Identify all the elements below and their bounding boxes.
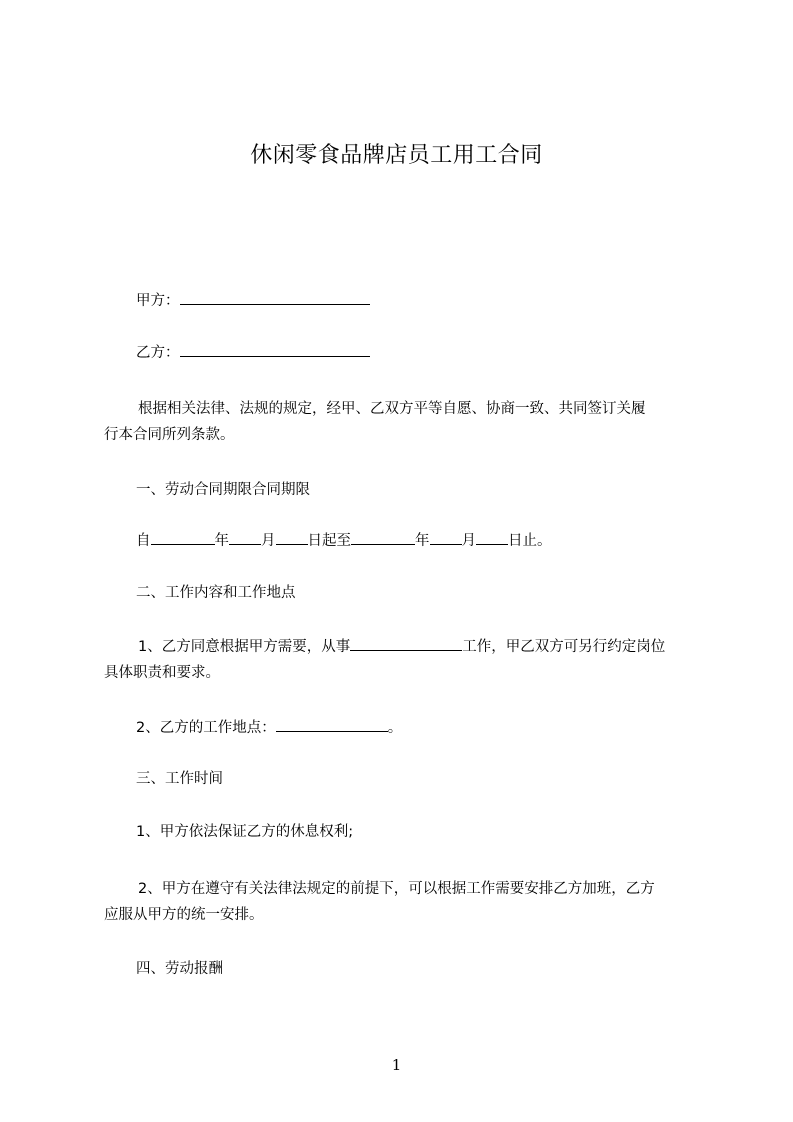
term-month-1: 月	[261, 533, 276, 549]
intro-line-1: 根据相关法律、法规的规定，经甲、乙双方平等自愿、协商一致、共同签订关履	[138, 401, 646, 417]
term-day-2: 日止。	[508, 533, 552, 549]
document-title: 休闲零食品牌店员工用工合同	[250, 143, 543, 168]
clause-3-2	[104, 876, 714, 928]
party-a-label: 甲方：	[136, 293, 180, 309]
intro-line-2: 行本合同所列条款。	[104, 427, 235, 443]
clause-2-1-line-2: 具体职责和要求。	[104, 665, 220, 681]
clause-2-2-prefix: 2、乙方的工作地点：	[136, 720, 276, 736]
term-year-2: 年	[415, 533, 430, 549]
work-location-blank	[276, 716, 388, 732]
party-b-blank	[180, 341, 370, 357]
page-number: 1	[391, 1056, 402, 1074]
term-month-2: 月	[461, 533, 476, 549]
clause-2-1	[104, 634, 714, 686]
term-from: 自	[136, 533, 151, 549]
section-2-heading: 二、工作内容和工作地点	[136, 585, 296, 601]
job-title-blank	[350, 635, 462, 651]
term-end-year-blank	[351, 529, 415, 545]
term-day-1: 日起至	[307, 533, 351, 549]
section-4-heading: 四、劳动报酬	[136, 961, 223, 977]
clause-2-2-suffix: 。	[387, 720, 403, 736]
term-start-month-blank	[229, 529, 261, 545]
party-b-line	[104, 341, 746, 365]
clause-3-1: 1、甲方依法保证乙方的休息权利;	[136, 824, 354, 840]
term-start-year-blank	[151, 529, 215, 545]
term-start-day-blank	[276, 529, 308, 545]
term-year-1: 年	[214, 533, 229, 549]
clause-3-2-line-2: 应服从甲方的统一安排。	[104, 907, 264, 923]
section-1-heading: 一、劳动合同期限合同期限	[136, 482, 310, 498]
party-a-blank	[180, 289, 370, 305]
party-a-line	[104, 289, 746, 313]
clause-2-1-prefix: 1、乙方同意根据甲方需要，从事	[138, 639, 351, 655]
clause-2-1-suffix: 工作，甲乙双方可另行约定岗位	[462, 639, 666, 655]
section-3-heading: 三、工作时间	[136, 771, 223, 787]
contract-term-line	[104, 529, 746, 553]
term-end-day-blank	[476, 529, 508, 545]
clause-2-2	[104, 716, 746, 740]
term-end-month-blank	[430, 529, 462, 545]
clause-3-2-line-1: 2、甲方在遵守有关法律法规定的前提下，可以根据工作需要安排乙方加班，乙方	[138, 881, 655, 897]
party-b-label: 乙方：	[136, 345, 180, 361]
intro-paragraph	[104, 396, 714, 448]
clause-2-1-line-1	[104, 634, 714, 660]
